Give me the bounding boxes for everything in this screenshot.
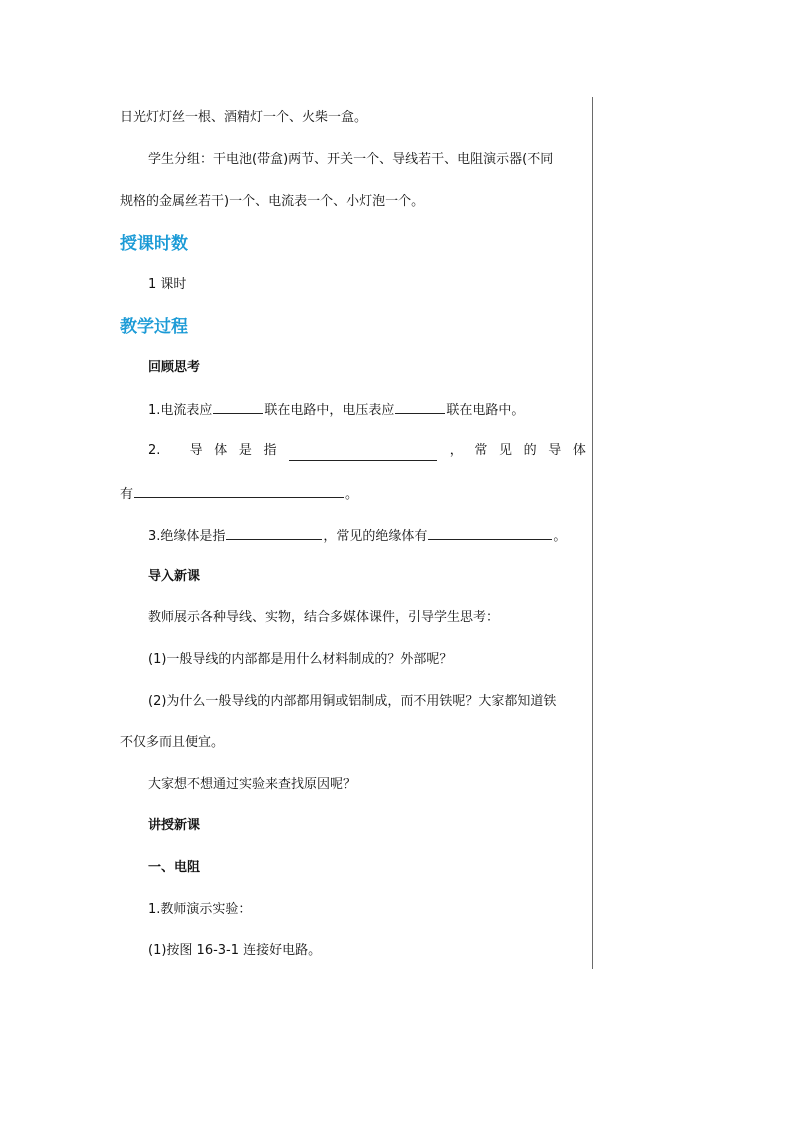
question-3-part-c: 。 bbox=[553, 529, 567, 544]
teaching-hours-value: 1 课时 bbox=[148, 277, 187, 292]
question-2-line-1 bbox=[148, 441, 586, 461]
section-resistance-title: 一、电阻 bbox=[148, 860, 201, 875]
lecture-title: 讲授新课 bbox=[148, 818, 201, 833]
review-title: 回顾思考 bbox=[148, 360, 201, 375]
question-1-part-b: 联在电路中，电压表应 bbox=[264, 403, 395, 418]
question-1 bbox=[148, 399, 524, 421]
intro-title: 导入新课 bbox=[148, 569, 201, 584]
intro-paragraph-2: (1)一般导线的内部都是用什么材料制成的？外部呢？ bbox=[148, 652, 453, 667]
question-3 bbox=[148, 525, 566, 547]
question-2-word: 体 bbox=[572, 443, 586, 458]
question-3-blank-1 bbox=[226, 525, 322, 540]
heading-teaching-hours: 授课时数 bbox=[120, 234, 188, 254]
question-2-word: 导 bbox=[189, 443, 203, 458]
right-margin-rule bbox=[592, 97, 593, 969]
question-2-word: 体 bbox=[214, 443, 228, 458]
materials-line-1: 日光灯灯丝一根、酒精灯一个、火柴一盒。 bbox=[120, 110, 368, 125]
question-2-word: 见 bbox=[498, 443, 512, 458]
question-3-blank-2 bbox=[428, 525, 552, 540]
question-2-prefix: 有 bbox=[120, 487, 134, 502]
question-3-part-b: ，常见的绝缘体有 bbox=[323, 529, 428, 544]
intro-paragraph-3-continued: 不仅多而且便宜。 bbox=[120, 735, 225, 750]
question-1-part-c: 联在电路中。 bbox=[446, 403, 525, 418]
intro-paragraph-1: 教师展示各种导线、实物，结合多媒体课件，引导学生思考： bbox=[148, 610, 500, 625]
question-2-word: 指 bbox=[263, 443, 277, 458]
question-2-blank-2 bbox=[134, 483, 344, 498]
question-2-word: ， bbox=[449, 443, 463, 458]
question-2-end: 。 bbox=[345, 487, 359, 502]
heading-teaching-process: 教学过程 bbox=[120, 317, 188, 337]
question-1-blank-1 bbox=[213, 399, 263, 414]
intro-paragraph-4: 大家想不想通过实验来查找原因呢？ bbox=[148, 777, 357, 792]
materials-line-2: 学生分组：干电池(带盒)两节、开关一个、导线若干、电阻演示器(不同 bbox=[148, 152, 554, 167]
question-2-number: 2. bbox=[148, 443, 161, 458]
question-2-word: 是 bbox=[238, 443, 252, 458]
question-1-blank-2 bbox=[395, 399, 445, 414]
question-1-part-a: 1.电流表应 bbox=[148, 403, 213, 418]
step-1-1: (1)按图 16-3-1 连接好电路。 bbox=[148, 943, 322, 958]
intro-paragraph-3: (2)为什么一般导线的内部都用铜或铝制成，而不用铁呢？大家都知道铁 bbox=[148, 694, 557, 709]
materials-line-3: 规格的金属丝若干)一个、电流表一个、小灯泡一个。 bbox=[120, 194, 425, 209]
question-2-word: 常 bbox=[474, 443, 488, 458]
question-2-line-2 bbox=[120, 483, 358, 505]
step-1: 1.教师演示实验： bbox=[148, 902, 252, 917]
question-3-part-a: 3.绝缘体是指 bbox=[148, 529, 226, 544]
question-2-blank-1 bbox=[289, 446, 437, 461]
question-2-word: 导 bbox=[548, 443, 562, 458]
question-2-word: 的 bbox=[523, 443, 537, 458]
